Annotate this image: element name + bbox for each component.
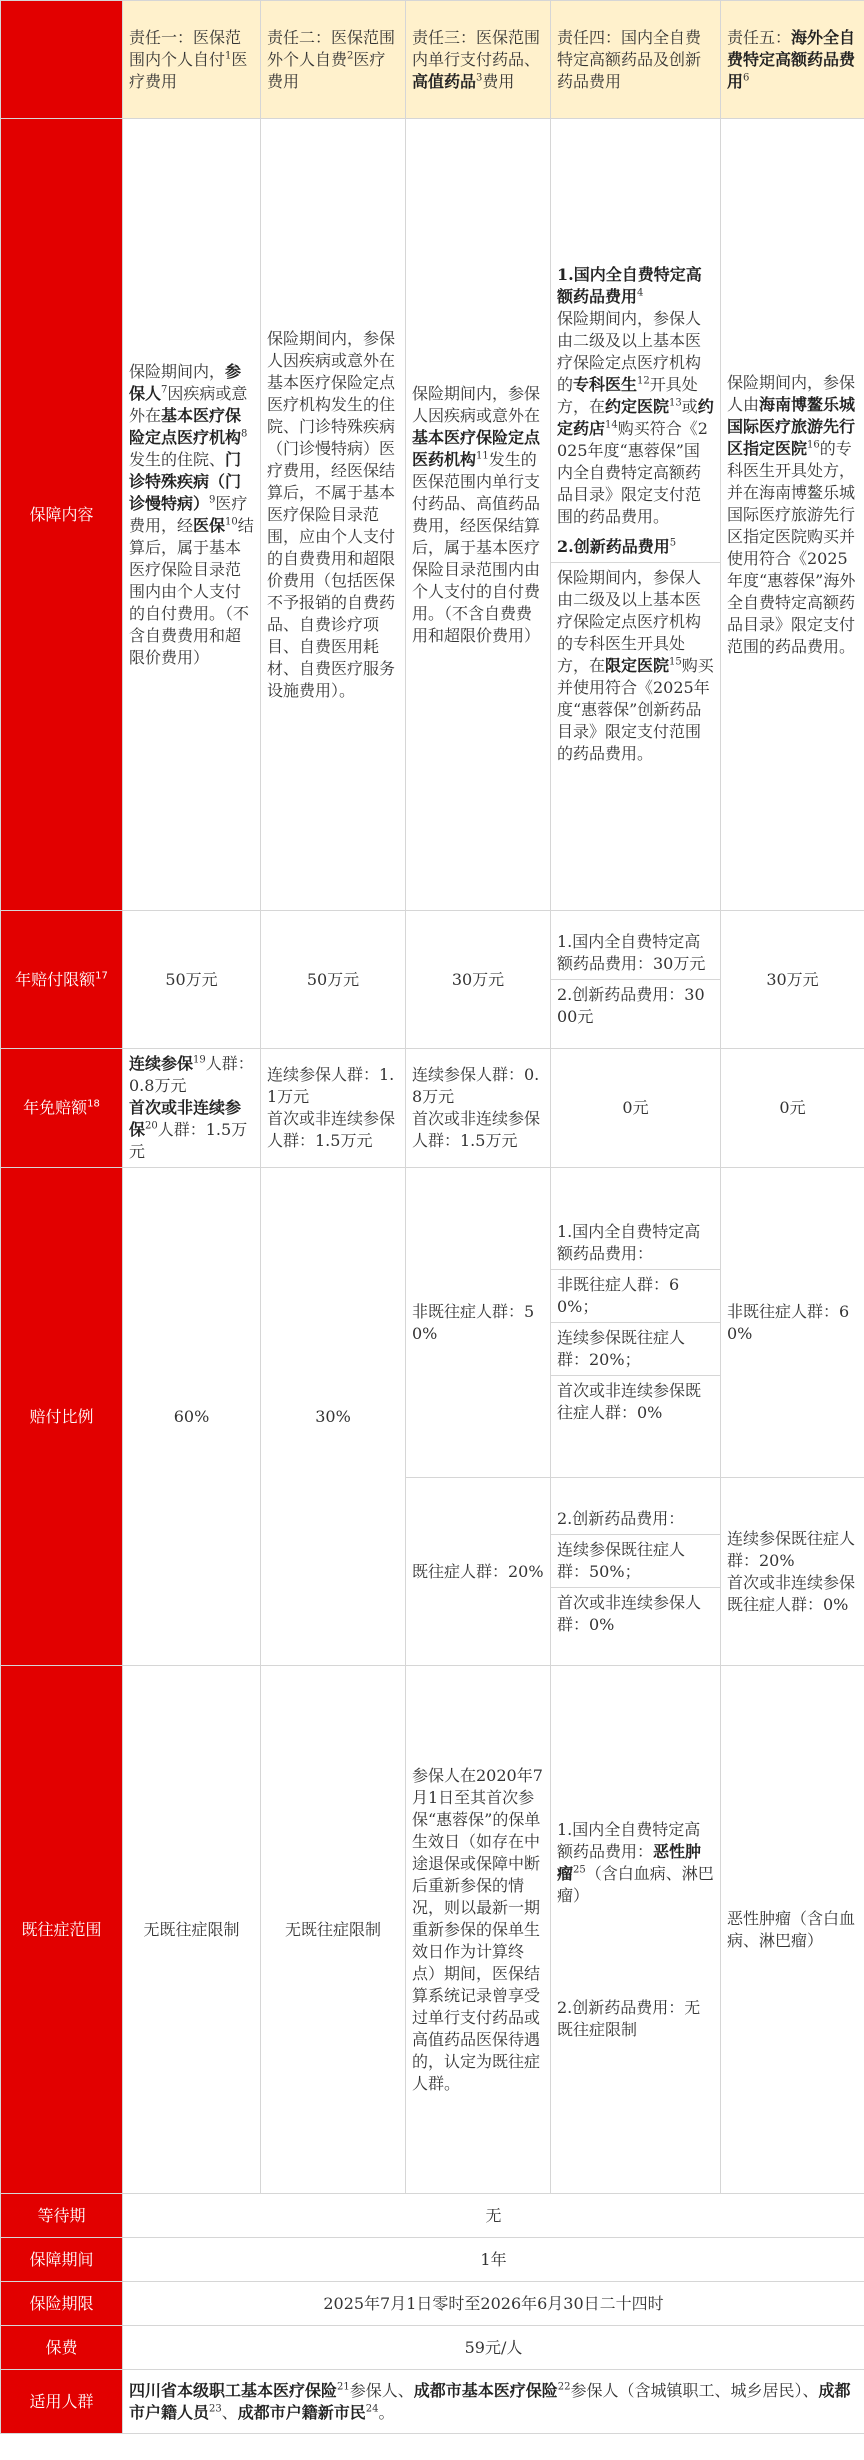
limit-row — [1, 911, 864, 1049]
header-corner — [1, 1, 123, 119]
ratio-liability-4-a: 1.国内全自费特定高额药品费用： 非既往症人群：60%； 连续参保既往症人群：20%； 首次或非连续参保既往症人群：0% — [551, 1168, 721, 1478]
eligible-value: 四川省本级职工基本医疗保险$^{21}$参保人、成都市基本医疗保险$^{22}$参保人（含城镇职工、城乡居民）、成都市户籍人员$^{23}$、成都市户籍新市民$^{24}$。 — [123, 2370, 864, 2434]
waiting-value: 无 — [123, 2194, 864, 2238]
header-liability-3: 责任三：医保范围内单行支付药品、高值药品$^3$费用 — [406, 1, 551, 119]
ratio-liability-1: 60% — [123, 1168, 261, 1666]
deductible-liability-1: 连续参保$^{19}$人群：0.8万元 首次或非连续参保$^{20}$人群：1.5万元 — [123, 1049, 261, 1168]
preexisting-4-item-1: 1.国内全自费特定高额药品费用：恶性肿瘤$^{25}$（含白血病、淋巴瘤） — [557, 1819, 714, 1905]
deductible-liability-4: 0元 — [551, 1049, 721, 1168]
eligible-row — [1, 2370, 864, 2434]
limit-liability-4: 1.国内全自费特定高额药品费用：30万元 2.创新药品费用：3000元 — [551, 911, 721, 1049]
premium-row — [1, 2326, 864, 2370]
row-label-coverage: 保障内容 — [1, 119, 123, 911]
coverage-4-text-2: 保险期间内，参保人由二级及以上基本医疗保险定点医疗机构的专科医生开具处方，在限定医院$^{15}$购买并使用符合《2025年度“惠蓉保”创新药品目录》限定支付范围的药品费用。 — [551, 562, 720, 765]
header-liability-5: 责任五：海外全自费特定高额药品费用$^6$ — [721, 1, 864, 119]
ratio-liability-3-a: 非既往症人群：50% — [406, 1168, 551, 1478]
row-label-limit: 年赔付限额$^{17}$ — [1, 911, 123, 1049]
header-row — [1, 1, 864, 119]
coverage-liability-1: 保险期间内，参保人$^7$因疾病或意外在基本医疗保险定点医疗机构$^8$发生的住院、门诊特殊疾病（门诊慢特病）$^9$医疗费用，经医保$^{10}$结算后，属于基本医疗保险目录范围内由个人支付的自付费用。（不含自费费用和超限价费用） — [123, 119, 261, 911]
ratio-row-a — [1, 1168, 864, 1478]
header-liability-4: 责任四：国内全自费特定高额药品及创新药品费用 — [551, 1, 721, 119]
preexisting-liability-4 — [551, 1666, 721, 2194]
header-liability-1: 责任一：医保范围内个人自付$^1$医疗费用 — [123, 1, 261, 119]
preexisting-liability-2: 无既往症限制 — [261, 1666, 406, 2194]
ratio-liability-5-b: 连续参保既往症人群：20% 首次或非连续参保既往症人群：0% — [721, 1478, 864, 1666]
ratio-liability-3-b: 既往症人群：20% — [406, 1478, 551, 1666]
limit-liability-3: 30万元 — [406, 911, 551, 1049]
ratio-liability-4-b: 2.创新药品费用： 连续参保既往症人群：50%； 首次或非连续参保人群：0% — [551, 1478, 721, 1666]
ratio-liability-2: 30% — [261, 1168, 406, 1666]
coverage-liability-4 — [551, 119, 721, 911]
coverage-4-heading-2: 2.创新药品费用$^5$ — [557, 537, 677, 556]
coverage-4-text-1: 保险期间内，参保人由二级及以上基本医疗保险定点医疗机构的专科医生$^{12}$开具处方，在约定医院$^{13}$或约定药店$^{14}$购买符合《2025年度“惠蓉保”国内全自费特定高额药品目录》限定支付范围的药品费用。 — [557, 309, 714, 526]
deductible-liability-3: 连续参保人群：0.8万元 首次或非连续参保人群：1.5万元 — [406, 1049, 551, 1168]
preexisting-liability-3: 参保人在2020年7月1日至其首次参保“惠蓉保”的保单生效日（如存在中途退保或保障中断后重新参保的情况，则以最新一期重新参保的保单生效日作为计算终点）期间，医保结算系统记录曾享受过单行支付药品或高值药品医保待遇的，认定为既往症人群。 — [406, 1666, 551, 2194]
row-label-preexisting: 既往症范围 — [1, 1666, 123, 2194]
limit-liability-5: 30万元 — [721, 911, 864, 1049]
row-label-deductible: 年免赔额$^{18}$ — [1, 1049, 123, 1168]
row-label-ratio: 赔付比例 — [1, 1168, 123, 1666]
ratio-liability-5-a: 非既往症人群：60% — [721, 1168, 864, 1478]
term-value: 1年 — [123, 2238, 864, 2282]
deductible-row — [1, 1049, 864, 1168]
row-label-premium: 保费 — [1, 2326, 123, 2370]
row-label-eligible: 适用人群 — [1, 2370, 123, 2434]
row-label-waiting: 等待期 — [1, 2194, 123, 2238]
header-liability-2: 责任二：医保范围外个人自费$^2$医疗费用 — [261, 1, 406, 119]
coverage-liability-2: 保险期间内，参保人因疾病或意外在基本医疗保险定点医疗机构发生的住院、门诊特殊疾病（门诊慢特病）医疗费用，经医保结算后，不属于基本医疗保险目录范围，应由个人支付的自费费用和超限价费用（包括医保不予报销的自费药品、自费诊疗项目、自费医用耗材、自费医疗服务设施费用）。 — [261, 119, 406, 911]
coverage-liability-3: 保险期间内，参保人因疾病或意外在基本医疗保险定点医药机构$^{11}$发生的医保范围内单行支付药品、高值药品费用，经医保结算后，属于基本医疗保险目录范围内由个人支付的自付费用。（不含自费费用和超限价费用） — [406, 119, 551, 911]
limit-liability-1: 50万元 — [123, 911, 261, 1049]
preexisting-4-item-2: 2.创新药品费用：无既往症限制 — [557, 1997, 701, 2039]
preexisting-liability-1: 无既往症限制 — [123, 1666, 261, 2194]
coverage-liability-5: 保险期间内，参保人由海南博鳌乐城国际医疗旅游先行区指定医院$^{16}$的专科医生开具处方，并在海南博鳌乐城国际医疗旅游先行区指定医院购买并使用符合《2025年度“惠蓉保”海外全自费特定高额药品目录》限定支付范围的药品费用。 — [721, 119, 864, 911]
period-value: 2025年7月1日零时至2026年6月30日二十四时 — [123, 2282, 864, 2326]
preexisting-liability-5: 恶性肿瘤（含白血病、淋巴瘤） — [721, 1666, 864, 2194]
period-row — [1, 2282, 864, 2326]
waiting-row — [1, 2194, 864, 2238]
row-label-period: 保险期限 — [1, 2282, 123, 2326]
preexisting-row — [1, 1666, 864, 2194]
deductible-liability-5: 0元 — [721, 1049, 864, 1168]
coverage-row — [1, 119, 864, 911]
premium-value: 59元/人 — [123, 2326, 864, 2370]
deductible-liability-2: 连续参保人群：1.1万元 首次或非连续参保人群：1.5万元 — [261, 1049, 406, 1168]
row-label-term: 保障期间 — [1, 2238, 123, 2282]
coverage-4-heading-1: 1.国内全自费特定高额药品费用$^4$ — [557, 265, 702, 306]
term-row — [1, 2238, 864, 2282]
limit-liability-2: 50万元 — [261, 911, 406, 1049]
